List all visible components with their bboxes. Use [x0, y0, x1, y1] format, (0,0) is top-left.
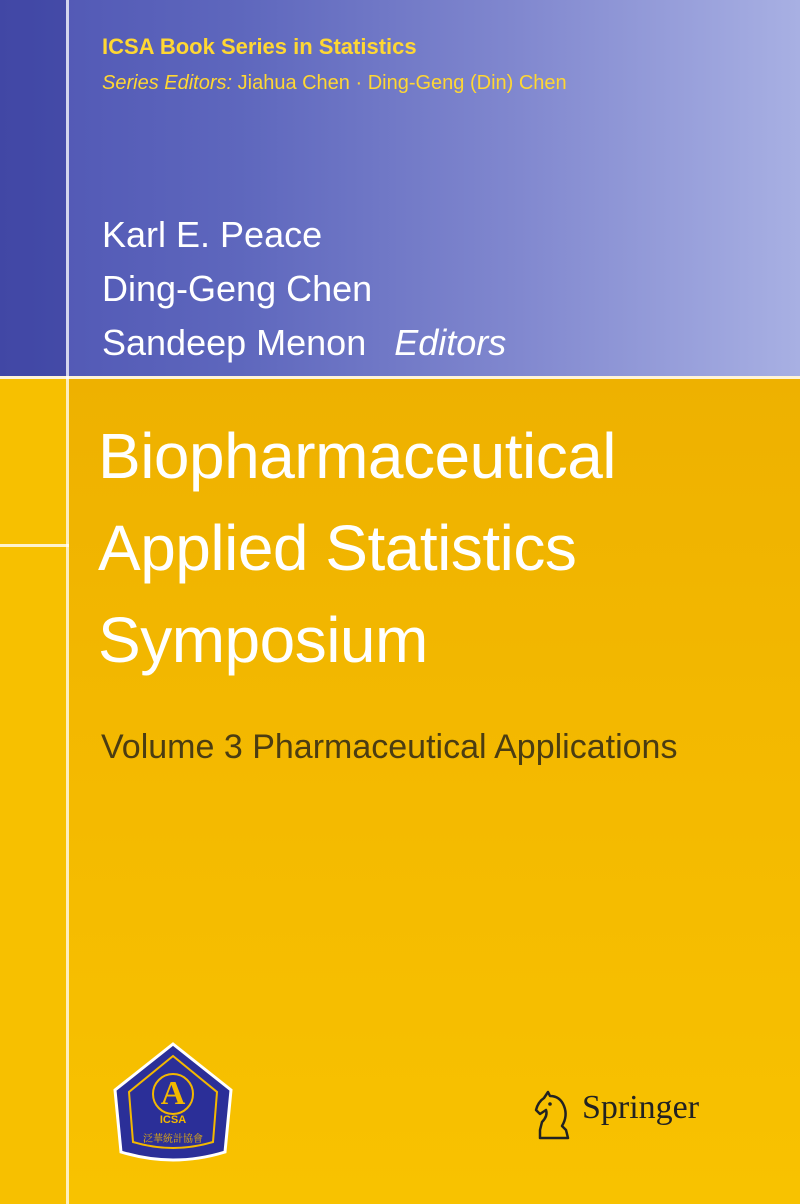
editor-name: Karl E. Peace: [102, 214, 323, 255]
editor-name: Ding-Geng Chen: [102, 268, 373, 309]
book-title-line: Biopharmaceutical: [98, 420, 616, 492]
top-left-strip: [0, 0, 66, 376]
chess-knight-icon: [530, 1090, 576, 1142]
book-title: [98, 410, 788, 686]
series-editors-label: Series Editors:: [102, 72, 233, 94]
logo-subtext: 泛華統計協會: [143, 1134, 203, 1145]
vertical-divider: [66, 0, 69, 1204]
svg-text:A: A: [160, 1075, 186, 1112]
editor-name-with-role: [102, 316, 506, 370]
logo-text: ICSA: [159, 1114, 187, 1126]
book-title-line: Applied Statistics: [98, 512, 577, 584]
series-editors-names: Jiahua Chen · Ding-Geng (Din) Chen: [237, 72, 567, 94]
icsa-logo-icon: [107, 1040, 239, 1170]
horizontal-divider: [0, 376, 800, 379]
series-title: ICSA Book Series in Statistics: [102, 34, 417, 59]
volume-editors: [102, 208, 506, 370]
book-subtitle: Volume 3 Pharmaceutical Applications: [101, 728, 678, 766]
side-divider: [0, 544, 69, 547]
book-title-line: Symposium: [98, 604, 428, 676]
lower-left-strip: [0, 379, 66, 1204]
editors-role: Editors: [394, 322, 507, 363]
series-editors: [102, 72, 567, 95]
publisher-name: Springer: [582, 1089, 700, 1126]
editor-name: Sandeep Menon: [102, 322, 367, 363]
